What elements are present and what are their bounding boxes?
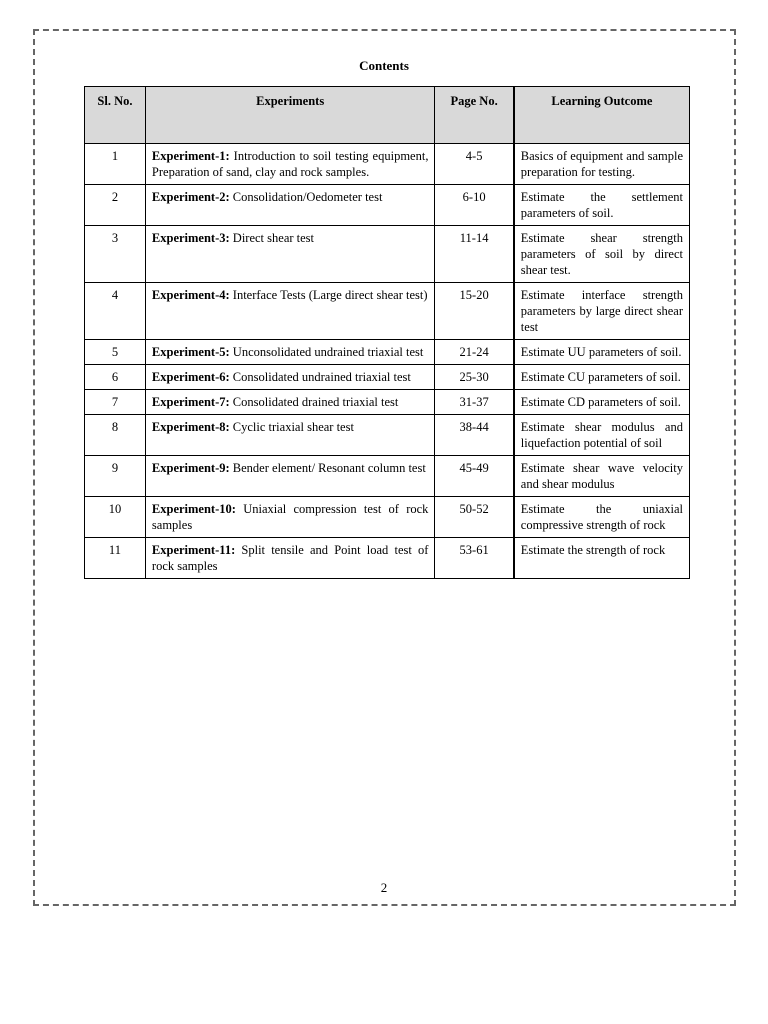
learning-outcome-cell: Estimate interface strength parameters by large direct shear test: [514, 283, 690, 340]
experiment-name: Experiment-4:: [151, 288, 230, 302]
experiment-description: Introduction to soil testing equipment, Preparation of sand, clay and rock samples.: [151, 149, 429, 179]
page-number: 2: [380, 880, 388, 895]
table-row: [85, 390, 690, 415]
experiment-cell: [145, 340, 435, 365]
experiment-name: Experiment-1:: [151, 149, 230, 163]
experiment-description: Consolidated undrained triaxial test: [232, 370, 411, 384]
experiment-description: Interface Tests (Large direct shear test): [232, 288, 428, 302]
sl-no-cell: 11: [85, 538, 146, 579]
header-sl-no: Sl. No.: [85, 87, 146, 144]
experiment-name: Experiment-2:: [151, 190, 230, 204]
table-row: [85, 497, 690, 538]
experiment-description: Unconsolidated undrained triaxial test: [232, 345, 424, 359]
page-range-cell: 21-24: [435, 340, 514, 365]
learning-outcome-cell: Estimate the settlement parameters of soil.: [514, 185, 690, 226]
experiment-description: Cyclic triaxial shear test: [232, 420, 354, 434]
experiment-description: Bender element/ Resonant column test: [232, 461, 426, 475]
sl-no-cell: 3: [85, 226, 146, 283]
experiment-cell: [145, 390, 435, 415]
experiment-cell: [145, 226, 435, 283]
learning-outcome-cell: Estimate shear wave velocity and shear modulus: [514, 456, 690, 497]
table-row: [85, 538, 690, 579]
experiment-name: Experiment-10:: [151, 502, 236, 516]
page-range-cell: 45-49: [435, 456, 514, 497]
table-row: [85, 144, 690, 185]
table-body: [85, 144, 690, 579]
table-header: [85, 87, 690, 144]
learning-outcome-cell: Basics of equipment and sample preparation for testing.: [514, 144, 690, 185]
sl-no-cell: 4: [85, 283, 146, 340]
header-row: [85, 87, 690, 144]
sl-no-cell: 8: [85, 415, 146, 456]
learning-outcome-cell: Estimate shear modulus and liquefaction potential of soil: [514, 415, 690, 456]
experiment-name: Experiment-5:: [151, 345, 230, 359]
page-range-cell: 50-52: [435, 497, 514, 538]
table-row: [85, 283, 690, 340]
sl-no-cell: 2: [85, 185, 146, 226]
page-range-cell: 15-20: [435, 283, 514, 340]
experiment-description: Split tensile and Point load test of rock samples: [151, 543, 429, 573]
experiment-description: Direct shear test: [232, 231, 315, 245]
experiment-name: Experiment-8:: [151, 420, 230, 434]
sl-no-cell: 1: [85, 144, 146, 185]
experiment-name: Experiment-7:: [151, 395, 230, 409]
experiment-description: Consolidation/Oedometer test: [232, 190, 383, 204]
experiment-name: Experiment-3:: [151, 231, 230, 245]
table-row: [85, 365, 690, 390]
experiment-cell: [145, 365, 435, 390]
header-experiments: Experiments: [145, 87, 435, 144]
sl-no-cell: 7: [85, 390, 146, 415]
table-row: [85, 456, 690, 497]
experiment-cell: [145, 415, 435, 456]
experiment-cell: [145, 497, 435, 538]
experiment-cell: [145, 144, 435, 185]
sl-no-cell: 6: [85, 365, 146, 390]
header-page-no: Page No.: [435, 87, 514, 144]
experiment-cell: [145, 185, 435, 226]
table-row: [85, 185, 690, 226]
experiment-cell: [145, 456, 435, 497]
page-range-cell: 38-44: [435, 415, 514, 456]
experiment-name: Experiment-9:: [151, 461, 230, 475]
experiment-name: Experiment-6:: [151, 370, 230, 384]
page-range-cell: 31-37: [435, 390, 514, 415]
table-row: [85, 340, 690, 365]
learning-outcome-cell: Estimate the uniaxial compressive strength of rock: [514, 497, 690, 538]
experiment-name: Experiment-11:: [151, 543, 236, 557]
table-row: [85, 415, 690, 456]
experiment-description: Consolidated drained triaxial test: [232, 395, 399, 409]
page-range-cell: 11-14: [435, 226, 514, 283]
header-learning-outcome: Learning Outcome: [514, 87, 690, 144]
learning-outcome-cell: Estimate CD parameters of soil.: [514, 390, 690, 415]
page-range-cell: 6-10: [435, 185, 514, 226]
page-title: Contents: [359, 58, 409, 73]
page-range-cell: 4-5: [435, 144, 514, 185]
table-row: [85, 226, 690, 283]
experiment-cell: [145, 538, 435, 579]
contents-table: [84, 86, 690, 579]
experiment-description: Uniaxial compression test of rock samples: [151, 502, 429, 532]
learning-outcome-cell: Estimate UU parameters of soil.: [514, 340, 690, 365]
sl-no-cell: 5: [85, 340, 146, 365]
experiment-cell: [145, 283, 435, 340]
sl-no-cell: 10: [85, 497, 146, 538]
learning-outcome-cell: Estimate the strength of rock: [514, 538, 690, 579]
learning-outcome-cell: Estimate shear strength parameters of soil by direct shear test.: [514, 226, 690, 283]
sl-no-cell: 9: [85, 456, 146, 497]
page-range-cell: 53-61: [435, 538, 514, 579]
learning-outcome-cell: Estimate CU parameters of soil.: [514, 365, 690, 390]
page-range-cell: 25-30: [435, 365, 514, 390]
